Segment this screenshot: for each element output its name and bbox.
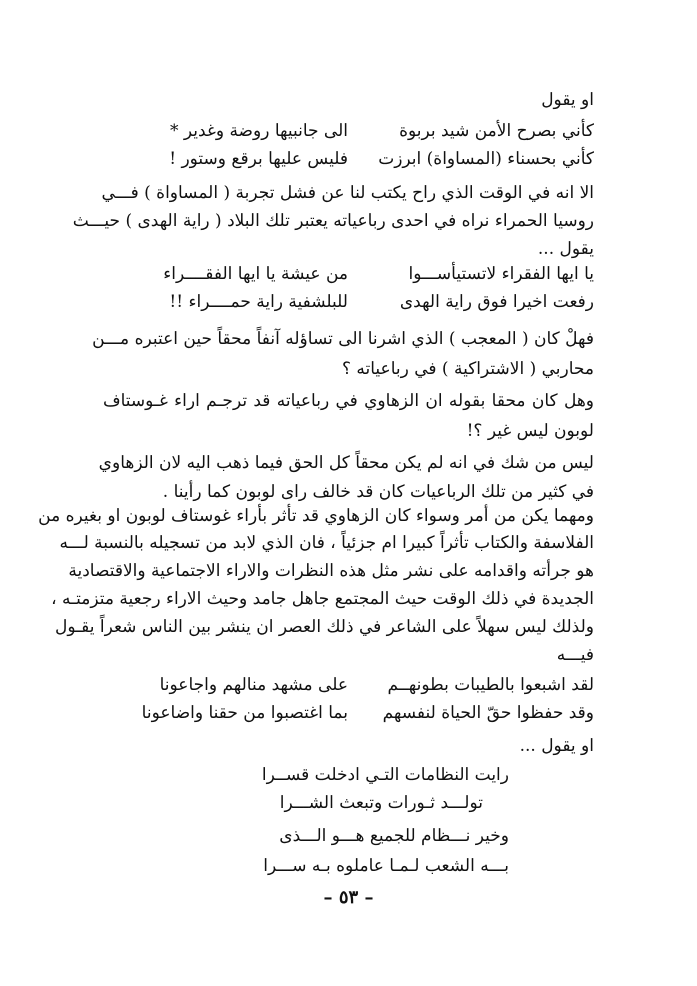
paragraph-line: في كثير من تلك الرباعيات كان قد خالف راى لوبون كما رأينا . [162, 482, 594, 502]
paragraph-line: ليس من شك في انه لم يكن محقاً كل الحق فيما ذهب اليه لان الزهاوي [98, 453, 594, 473]
paragraph-line: يقول ... [537, 239, 594, 259]
paragraph-line: روسيا الحمراء نراه في احدى رباعياته يعتبر تلك البلاد ( راية الهدى ) حيـــث [72, 211, 594, 231]
page-number: – ٥٣ – [323, 887, 374, 908]
verse-hemistich-right: وقد حفظوا حقّ الحياة لنفسهم [382, 703, 594, 723]
verse-hemistich-left: بما اغتصبوا من حقنا واضاعونا [141, 703, 348, 723]
verse-hemistich-left: فليس عليها برقع وستور ! [169, 149, 348, 169]
verse-hemistich-left: للبلشفية راية حمــــراء !! [169, 292, 348, 312]
verse-hemistich-right: لقد اشبعوا بالطيبات بطونهــم [387, 675, 594, 695]
intro-line: او يقول ... [519, 736, 594, 756]
paragraph-line: الا انه في الوقت الذي راح يكتب لنا عن فشل تجربة ( المساواة ) فـــي [101, 183, 594, 203]
verse-line: رايت النظامات التـي ادخلت قســرا [261, 765, 509, 785]
verse-line: بـــه الشعب لـمـا عاملوه بـه ســـرا [263, 856, 509, 876]
paragraph-line: فيـــه [556, 645, 594, 665]
paragraph-line: الجديدة في ذلك الوقت حيث المجتمع جاهل جامد وحيث الاراء رجعية متزمتـه ، [51, 589, 594, 609]
verse-hemistich-right: يا ايها الفقراء لاتستيأســـوا [408, 264, 594, 284]
verse-line: تولـــد ثـورات وتبعث الشـــرا [279, 793, 483, 813]
paragraph-line: الفلاسفة والكتاب تأثراً كبيرا ام جزئياً ، فان الذي لابد من تسجيله بالنسبة لـــه [59, 533, 594, 553]
verse-hemistich-right: كأني بصرح الأمن شيد بربوة [399, 121, 594, 141]
verse-line: وخير نـــظام للجميع هـــو الـــذى [279, 826, 509, 846]
paragraph-line: لوبون ليس غير ؟! [466, 421, 594, 441]
verse-hemistich-right: رفعت اخيرا فوق راية الهدى [399, 292, 594, 312]
paragraph-line: ولذلك ليس سهلاً على الشاعر في ذلك العصر ان ينشر بين الناس شعراً يقـول [55, 617, 594, 637]
verse-hemistich-left: الى جانبيها روضة وغدير * [170, 121, 348, 141]
verse-hemistich-left: من عيشة يا ايها الفقــــراء [163, 264, 348, 284]
paragraph-line: وهل كان محقا بقوله ان الزهاوي في رباعياته قد ترجـم اراء غـوستاف [103, 391, 594, 411]
verse-hemistich-left: على مشهد منالهم واجاعونا [159, 675, 348, 695]
intro-line: او يقول [541, 90, 594, 110]
paragraph-line: هو جرأته واقدامه على نشر مثل هذه النظرات والاراء الاجتماعية والاقتصادية [68, 561, 594, 581]
verse-hemistich-right: كأني بحسناء (المساواة) ابرزت [378, 149, 594, 169]
paragraph-line: فهلْ كان ( المعجب ) الذي اشرنا الى تساؤله آنفاً محقاً حين اعتبره مـــن [92, 329, 594, 349]
paragraph-line: ومهما يكن من أمر وسواء كان الزهاوي قد تأثر بأراء غوستاف لوبون او بغيره من [38, 506, 594, 526]
paragraph-line: محاربي ( الاشتراكية ) في رباعياته ؟ [341, 359, 594, 379]
